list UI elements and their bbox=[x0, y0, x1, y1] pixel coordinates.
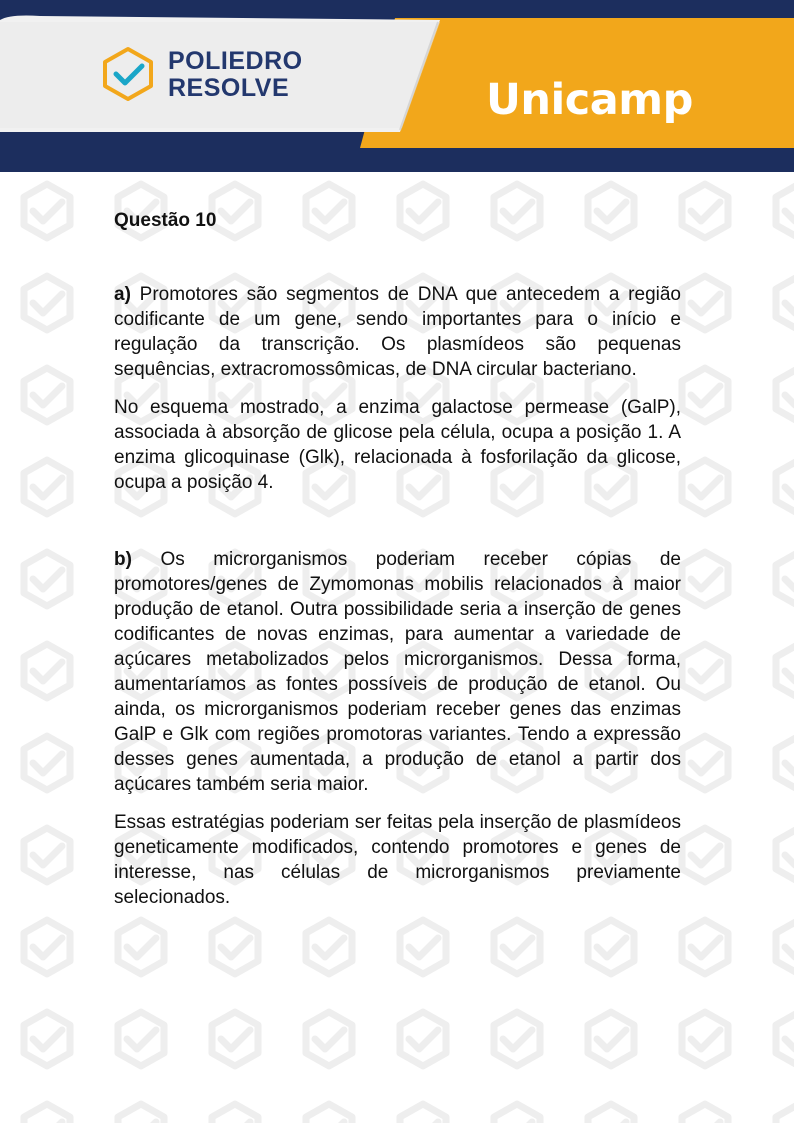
check-hexagon-icon bbox=[100, 46, 156, 102]
brand-line-2: RESOLVE bbox=[168, 74, 290, 102]
part-a-label: a) bbox=[114, 284, 131, 305]
part-b-paragraph-2: Essas estratégias poderiam ser feitas pela inserção de plasmídeos geneticamente modificados, contendo promotores e genes de interesse, nas células de microrganismos previamente selecionados. bbox=[114, 812, 681, 908]
brand-logo-text bbox=[168, 48, 303, 102]
part-a-paragraph-2: No esquema mostrado, a enzima galactose permease (GalP), associada à absorção de glicose pela célula, ocupa a posição 1. A enzima glicoquinase (Glk), relacionada à fosforilação da glicose, ocupa a posição 4. bbox=[114, 397, 681, 493]
brand-line-1: POLIEDRO bbox=[168, 47, 303, 75]
part-b-paragraph-1 bbox=[114, 547, 681, 797]
exam-name: Unicamp bbox=[486, 75, 693, 125]
part-a-text-1: Promotores são segmentos de DNA que antecedem a região codificante de um gene, sendo importantes para o início e regulação da transcrição. Os plasmídeos são pequenas sequências, extracromossômicas, de DNA circular bacteriano. bbox=[114, 284, 681, 380]
part-a-paragraph-1 bbox=[114, 282, 681, 382]
question-title: Questão 10 bbox=[114, 210, 217, 231]
header-banner bbox=[0, 0, 794, 172]
part-b-text-1: Os microrganismos poderiam receber cópias de promotores/genes de Zymomonas mobilis relacionados à maior produção de etanol. Outra possibilidade seria a inserção de genes codificantes de novas enzimas, para aumentar a variedade de açúcares metabolizados pelos microrganismos. Dessa forma, aumentaríamos as fontes possíveis de produção de etanol. Ou ainda, os microrganismos poderiam receber genes das enzimas GalP e Glk com regiões promotoras variantes. Tendo a expressão desses genes aumentada, a produção de etanol a partir dos açúcares também seria maior. bbox=[114, 549, 681, 795]
part-b-label: b) bbox=[114, 549, 132, 570]
answer-content bbox=[114, 208, 681, 910]
